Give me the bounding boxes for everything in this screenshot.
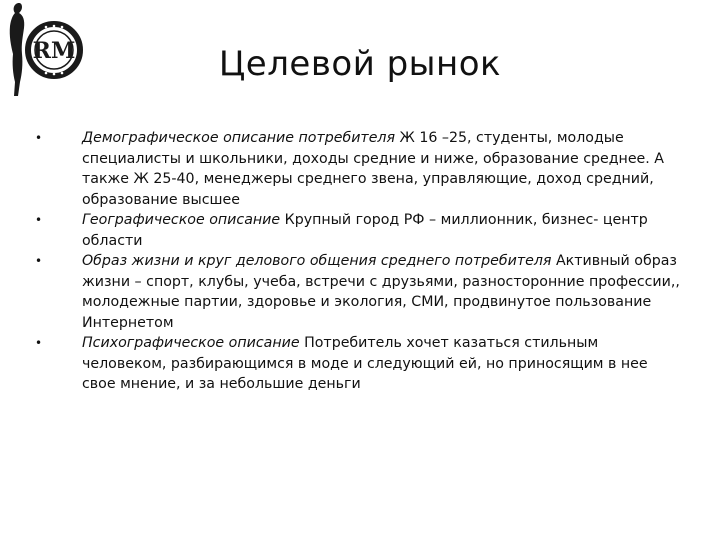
svg-text:RM: RM — [32, 38, 76, 64]
bullet-item-geographic — [35, 210, 682, 251]
bullet-text: Ж 16 –25, студенты, молодые специалисты и школьники, доходы средние и ниже, образование среднее. А также Ж 25-40, менеджеры среднего звена, управляющие, доход средний, образование высшее — [82, 130, 665, 208]
bullet-list — [35, 128, 682, 395]
bullet-icon: • — [35, 213, 43, 227]
bullet-text: Активный образ жизни – спорт, клубы, учеба, встречи с друзьями, разносторонние профессии,, молодежные партии, здоровье и экология, СМИ, продвинутое пользование Интернетом — [82, 253, 680, 331]
bullet-icon: • — [35, 131, 43, 145]
bullet-icon: • — [35, 254, 43, 268]
slide-title: Целевой рынок — [218, 44, 502, 84]
bullet-lead: Демографическое описание потребителя — [82, 130, 396, 146]
bullet-item-lifestyle — [35, 251, 682, 333]
bullet-item-psychographic — [35, 333, 682, 395]
bullet-lead: Географическое описание — [82, 212, 281, 228]
bullet-icon: • — [35, 336, 43, 350]
bullet-text: Крупный город РФ – миллионник, бизнес- центр области — [82, 212, 648, 249]
bullet-lead: Психографическое описание — [82, 335, 300, 351]
bullet-text: Потребитель хочет казаться стильным человеком, разбирающимся в моде и следующий ей, но приносящим в нее свое мнение, и за небольшие деньги — [82, 335, 648, 392]
bullet-lead: Образ жизни и круг делового общения среднего потребителя — [82, 253, 552, 269]
bullet-item-demographic — [35, 128, 682, 210]
